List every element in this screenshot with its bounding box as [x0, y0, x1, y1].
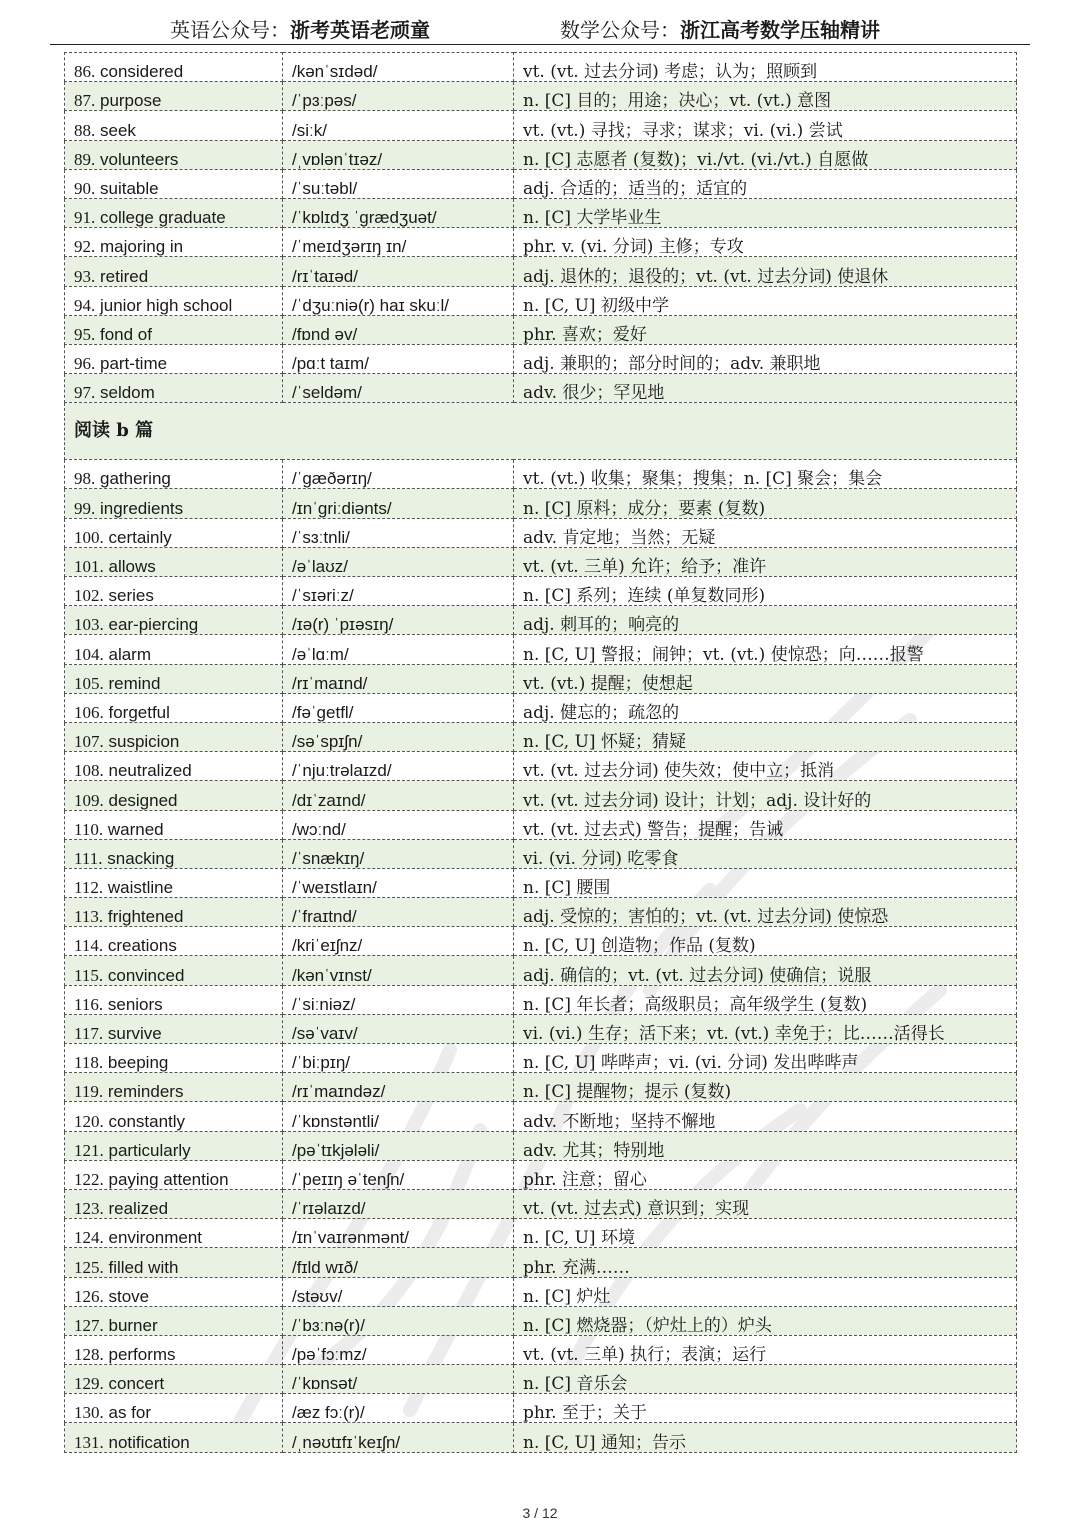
- english-word: constantly: [108, 1111, 186, 1131]
- table-row: [65, 228, 1017, 257]
- entry-number: 95.: [74, 324, 96, 344]
- definition-cell: n. [C, U] 环境: [514, 1219, 1017, 1248]
- definition-cell: n. [C] 系列；连续 (单复数同形): [514, 577, 1017, 606]
- word-cell: [65, 1394, 283, 1423]
- entry-number: 101.: [74, 557, 104, 576]
- word-cell: [65, 781, 283, 810]
- english-word: survive: [107, 1024, 162, 1043]
- entry-number: 131.: [74, 1432, 104, 1452]
- entry-number: 99.: [74, 498, 96, 518]
- table-row: [65, 1306, 1017, 1335]
- definition-cell: adj. 确信的；vt. (vt. 过去分词) 使确信；说服: [514, 956, 1017, 985]
- definition-cell: vi. (vi.) 生存；活下来；vt. (vt.) 幸免于；比……活得长: [514, 1014, 1017, 1043]
- entry-number: 124.: [74, 1228, 104, 1248]
- english-word: certainly: [108, 527, 172, 547]
- word-cell: [65, 810, 283, 839]
- entry-number: 127.: [74, 1315, 104, 1335]
- table-row: [65, 635, 1017, 664]
- table-row: [65, 460, 1017, 489]
- phonetic-cell: /ˈsiːniəz/: [283, 985, 514, 1014]
- definition-cell: vt. (vt. 三单) 允许；给予；准许: [514, 547, 1017, 576]
- english-word: stove: [108, 1286, 150, 1306]
- entry-number: 89.: [74, 149, 96, 169]
- phonetic-cell: /ˌnəʊtɪfɪˈkeɪʃn/: [283, 1423, 514, 1452]
- page-header: [50, 8, 1030, 45]
- entry-number: 120.: [74, 1111, 104, 1131]
- english-word: environment: [108, 1228, 203, 1248]
- entry-number: 115.: [74, 965, 104, 985]
- phonetic-cell: /kənˈvɪnst/: [283, 956, 514, 985]
- word-cell: [65, 1131, 283, 1160]
- table-row: [65, 1365, 1017, 1394]
- definition-cell: n. [C, U] 怀疑；猜疑: [514, 722, 1017, 751]
- word-cell: [65, 577, 283, 606]
- word-cell: [65, 722, 283, 751]
- definition-cell: n. [C] 炉灶: [514, 1277, 1017, 1306]
- english-word: purpose: [99, 91, 162, 111]
- definition-cell: n. [C, U] 初级中学: [514, 286, 1017, 315]
- entry-number: 96.: [74, 354, 96, 374]
- entry-number: 123.: [74, 1199, 104, 1219]
- table-row: [65, 956, 1017, 985]
- table-row: [65, 169, 1017, 198]
- table-row: [65, 1335, 1017, 1364]
- phonetic-cell: /ˌvɒlənˈtɪəz/: [283, 140, 514, 169]
- definition-cell: n. [C, U] 通知；告示: [514, 1423, 1017, 1452]
- phonetic-cell: /rɪˈtaɪəd/: [283, 257, 514, 286]
- definition-cell: vt. (vt. 过去分词) 设计；计划；adj. 设计好的: [514, 781, 1017, 810]
- entry-number: 86.: [74, 62, 96, 82]
- phonetic-cell: /kənˈsɪdəd/: [283, 53, 514, 82]
- page-number: 3 / 12: [522, 1505, 558, 1521]
- phonetic-cell: /səˈspɪʃn/: [283, 722, 514, 751]
- entry-number: 90.: [74, 178, 96, 198]
- word-cell: [65, 198, 283, 227]
- entry-number: 106.: [74, 702, 104, 722]
- entry-number: 126.: [74, 1286, 104, 1306]
- word-cell: [65, 257, 283, 286]
- phonetic-cell: /ˈsɜːtnli/: [283, 518, 514, 547]
- table-row: [65, 1073, 1017, 1102]
- word-cell: [65, 344, 283, 373]
- english-word: frightened: [107, 907, 184, 927]
- word-cell: [65, 460, 283, 489]
- english-word: filled with: [108, 1257, 179, 1277]
- english-word: concert: [108, 1374, 165, 1394]
- entry-number: 113.: [74, 907, 104, 927]
- table-row: [65, 518, 1017, 547]
- phonetic-cell: /ˈsuːtəbl/: [283, 169, 514, 198]
- english-word: beeping: [107, 1053, 169, 1073]
- phonetic-cell: /ɪə(r) ˈpɪəsɪŋ/: [283, 606, 514, 635]
- english-word: realized: [108, 1199, 169, 1219]
- definition-cell: n. [C] 腰围: [514, 868, 1017, 897]
- entry-number: 93.: [74, 266, 96, 286]
- phonetic-cell: /ˈsnækɪŋ/: [283, 839, 514, 868]
- word-cell: [65, 111, 283, 140]
- definition-cell: phr. 喜欢；爱好: [514, 315, 1017, 344]
- phonetic-cell: /səˈvaɪv/: [283, 1014, 514, 1043]
- word-cell: [65, 286, 283, 315]
- english-word: seniors: [107, 994, 163, 1014]
- table-row: [65, 1102, 1017, 1131]
- english-word: majoring in: [99, 237, 184, 257]
- table-row: [65, 374, 1017, 403]
- english-word: seldom: [99, 383, 155, 403]
- phonetic-cell: /ˈkɒnstəntli/: [283, 1102, 514, 1131]
- definition-cell: vt. (vt. 过去分词) 使失效；使中立；抵消: [514, 752, 1017, 781]
- english-word: neutralized: [108, 761, 192, 781]
- english-word: seek: [99, 120, 136, 140]
- word-cell: [65, 489, 283, 518]
- entry-number: 121.: [74, 1140, 104, 1160]
- table-row: [65, 1394, 1017, 1423]
- entry-number: 103.: [74, 615, 104, 635]
- table-row: [65, 985, 1017, 1014]
- phonetic-cell: /fɒnd əv/: [283, 315, 514, 344]
- phonetic-cell: /ˈrɪəlaɪzd/: [283, 1189, 514, 1218]
- table-row: [65, 1219, 1017, 1248]
- math-account: 数学公众号：浙江高考数学压轴精讲: [560, 18, 880, 42]
- phonetic-cell: /kriˈeɪʃnz/: [283, 927, 514, 956]
- definition-cell: phr. 充满……: [514, 1248, 1017, 1277]
- english-word: burner: [108, 1315, 158, 1335]
- entry-number: 108.: [74, 761, 104, 781]
- phonetic-cell: /ˈweɪstlaɪn/: [283, 868, 514, 897]
- definition-cell: adj. 合适的；适当的；适宜的: [514, 169, 1017, 198]
- english-word: gathering: [99, 469, 171, 489]
- phonetic-cell: /ˈɡæðərɪŋ/: [283, 460, 514, 489]
- phonetic-cell: /fəˈɡetfl/: [283, 693, 514, 722]
- word-cell: [65, 1248, 283, 1277]
- phonetic-cell: /ˈdʒuːniə(r) haɪ skuːl/: [283, 286, 514, 315]
- entry-number: 109.: [74, 790, 104, 810]
- english-word: waistline: [107, 878, 174, 898]
- english-word: ingredients: [99, 498, 184, 518]
- word-cell: [65, 752, 283, 781]
- entry-number: 102.: [74, 586, 104, 606]
- definition-cell: n. [C] 音乐会: [514, 1365, 1017, 1394]
- definition-cell: vt. (vt. 过去分词) 考虑；认为；照顾到: [514, 53, 1017, 82]
- english-word: convinced: [107, 965, 185, 985]
- entry-number: 122.: [74, 1169, 104, 1189]
- definition-cell: vt. (vt. 过去式) 意识到；实现: [514, 1189, 1017, 1218]
- word-cell: [65, 1073, 283, 1102]
- english-word: performs: [108, 1345, 176, 1365]
- table-row: [65, 1248, 1017, 1277]
- english-word: forgetful: [108, 702, 170, 722]
- english-word: particularly: [108, 1140, 191, 1160]
- definition-cell: n. [C] 大学毕业生: [514, 198, 1017, 227]
- section-title: 阅读 b 篇: [65, 403, 1017, 460]
- table-row: [65, 810, 1017, 839]
- definition-cell: phr. 注意；留心: [514, 1160, 1017, 1189]
- english-word: creations: [107, 936, 177, 956]
- word-cell: [65, 1219, 283, 1248]
- english-word: considered: [99, 62, 184, 82]
- entry-number: 104.: [74, 644, 104, 664]
- word-cell: [65, 1335, 283, 1364]
- definition-cell: n. [C, U] 创造物；作品 (复数): [514, 927, 1017, 956]
- definition-cell: n. [C] 目的；用途；决心；vt. (vt.) 意图: [514, 82, 1017, 111]
- word-cell: [65, 1365, 283, 1394]
- entry-number: 129.: [74, 1374, 104, 1394]
- english-account: 英语公众号：浙考英语老顽童: [170, 18, 430, 42]
- definition-cell: adv. 不断地；坚持不懈地: [514, 1102, 1017, 1131]
- english-word: retired: [99, 266, 149, 286]
- word-cell: [65, 1423, 283, 1452]
- word-cell: [65, 228, 283, 257]
- phonetic-cell: /æz fɔː(r)/: [283, 1394, 514, 1423]
- entry-number: 119.: [74, 1082, 104, 1102]
- english-word: snacking: [107, 848, 175, 868]
- phonetic-cell: /ˈbɜːnə(r)/: [283, 1306, 514, 1335]
- phonetic-cell: /ˈkɒnsət/: [283, 1365, 514, 1394]
- table-row: [65, 140, 1017, 169]
- word-cell: [65, 839, 283, 868]
- entry-number: 125.: [74, 1257, 104, 1277]
- phonetic-cell: /əˈlɑːm/: [283, 635, 514, 664]
- phonetic-cell: /pəˈtɪkjələli/: [283, 1131, 514, 1160]
- phonetic-cell: /ˈmeɪdʒərɪŋ ɪn/: [283, 228, 514, 257]
- phonetic-cell: /əˈlaʊz/: [283, 547, 514, 576]
- word-cell: [65, 868, 283, 897]
- word-cell: [65, 956, 283, 985]
- english-word: ear-piercing: [108, 615, 199, 635]
- definition-cell: n. [C, U] 警报；闹钟；vt. (vt.) 使惊恐；向……报警: [514, 635, 1017, 664]
- phonetic-cell: /ˈfraɪtnd/: [283, 898, 514, 927]
- definition-cell: phr. v. (vi. 分词) 主修；专攻: [514, 228, 1017, 257]
- phonetic-cell: /fɪld wɪð/: [283, 1248, 514, 1277]
- definition-cell: vt. (vt.) 收集；聚集；搜集；n. [C] 聚会；集会: [514, 460, 1017, 489]
- word-cell: [65, 1160, 283, 1189]
- english-word: alarm: [108, 644, 151, 664]
- word-cell: [65, 927, 283, 956]
- table-row: [65, 82, 1017, 111]
- entry-number: 91.: [74, 208, 96, 228]
- table-row: [65, 315, 1017, 344]
- phonetic-cell: /ˈsɪəriːz/: [283, 577, 514, 606]
- word-cell: [65, 985, 283, 1014]
- word-cell: [65, 169, 283, 198]
- entry-number: 117.: [74, 1024, 104, 1043]
- definition-cell: vt. (vt.) 提醒；使想起: [514, 664, 1017, 693]
- phonetic-cell: /stəʊv/: [283, 1277, 514, 1306]
- phonetic-cell: /ˈseldəm/: [283, 374, 514, 403]
- phonetic-cell: /ˈpeɪɪŋ əˈtenʃn/: [283, 1160, 514, 1189]
- table-row: [65, 606, 1017, 635]
- table-row: [65, 286, 1017, 315]
- entry-number: 107.: [74, 732, 104, 752]
- word-cell: [65, 315, 283, 344]
- english-word: junior high school: [99, 295, 233, 315]
- table-row: [65, 53, 1017, 82]
- table-row: [65, 344, 1017, 373]
- word-cell: [65, 635, 283, 664]
- word-cell: [65, 1102, 283, 1131]
- definition-cell: vt. (vt.) 寻找；寻求；谋求；vi. (vi.) 尝试: [514, 111, 1017, 140]
- word-cell: [65, 1306, 283, 1335]
- definition-cell: n. [C] 年长者；高级职员；高年级学生 (复数): [514, 985, 1017, 1014]
- word-cell: [65, 374, 283, 403]
- english-word: part-time: [99, 354, 168, 374]
- phonetic-cell: /ɪnˈɡriːdiənts/: [283, 489, 514, 518]
- english-word: designed: [108, 790, 178, 810]
- word-cell: [65, 53, 283, 82]
- table-row: [65, 257, 1017, 286]
- phonetic-cell: /ɪnˈvaɪrənmənt/: [283, 1219, 514, 1248]
- word-cell: [65, 82, 283, 111]
- word-cell: [65, 1044, 283, 1073]
- entry-number: 116.: [74, 994, 104, 1014]
- english-word: series: [108, 586, 154, 606]
- phonetic-cell: /wɔːnd/: [283, 810, 514, 839]
- entry-number: 128.: [74, 1345, 104, 1365]
- table-row: [65, 1044, 1017, 1073]
- table-row: [65, 927, 1017, 956]
- definition-cell: adj. 受惊的；害怕的；vt. (vt. 过去分词) 使惊恐: [514, 898, 1017, 927]
- entry-number: 92.: [74, 237, 96, 257]
- entry-number: 110.: [74, 819, 104, 839]
- table-row: [65, 1014, 1017, 1043]
- phonetic-cell: /ˈpɜːpəs/: [283, 82, 514, 111]
- table-row: [65, 111, 1017, 140]
- english-word: paying attention: [108, 1169, 229, 1189]
- entry-number: 87.: [74, 91, 96, 111]
- phonetic-cell: /ˈkɒlɪdʒ ˈɡrædʒuət/: [283, 198, 514, 227]
- definition-cell: adj. 刺耳的；响亮的: [514, 606, 1017, 635]
- section-header-row: [65, 403, 1017, 460]
- definition-cell: vt. (vt. 过去式) 警告；提醒；告诫: [514, 810, 1017, 839]
- definition-cell: n. [C] 原料；成分；要素 (复数): [514, 489, 1017, 518]
- entry-number: 114.: [74, 936, 104, 956]
- word-cell: [65, 1189, 283, 1218]
- definition-cell: adj. 兼职的；部分时间的；adv. 兼职地: [514, 344, 1017, 373]
- definition-cell: adv. 尤其；特别地: [514, 1131, 1017, 1160]
- english-word: suspicion: [108, 732, 180, 752]
- entry-number: 130.: [74, 1403, 104, 1423]
- table-row: [65, 664, 1017, 693]
- entry-number: 97.: [74, 383, 96, 403]
- word-cell: [65, 664, 283, 693]
- entry-number: 94.: [74, 295, 96, 315]
- table-row: [65, 1131, 1017, 1160]
- word-cell: [65, 1014, 283, 1043]
- english-word: as for: [108, 1403, 152, 1423]
- phonetic-cell: /pəˈfɔːmz/: [283, 1335, 514, 1364]
- table-row: [65, 198, 1017, 227]
- word-cell: [65, 898, 283, 927]
- entry-number: 112.: [74, 878, 104, 898]
- table-row: [65, 1277, 1017, 1306]
- phonetic-cell: /siːk/: [283, 111, 514, 140]
- english-word: reminders: [107, 1082, 184, 1102]
- phonetic-cell: /rɪˈmaɪnd/: [283, 664, 514, 693]
- phonetic-cell: /rɪˈmaɪndəz/: [283, 1073, 514, 1102]
- word-cell: [65, 693, 283, 722]
- entry-number: 88.: [74, 120, 96, 140]
- definition-cell: adj. 健忘的；疏忽的: [514, 693, 1017, 722]
- entry-number: 98.: [74, 469, 96, 489]
- word-cell: [65, 547, 283, 576]
- table-row: [65, 693, 1017, 722]
- phonetic-cell: /pɑːt taɪm/: [283, 344, 514, 373]
- phonetic-cell: /ˈnjuːtrəlaɪzd/: [283, 752, 514, 781]
- word-cell: [65, 606, 283, 635]
- english-word: allows: [108, 557, 156, 576]
- table-row: [65, 577, 1017, 606]
- english-word: notification: [108, 1432, 190, 1452]
- definition-cell: n. [C, U] 哔哔声；vi. (vi. 分词) 发出哔哔声: [514, 1044, 1017, 1073]
- definition-cell: phr. 至于；关于: [514, 1394, 1017, 1423]
- english-word: fond of: [99, 324, 152, 344]
- table-row: [65, 489, 1017, 518]
- entry-number: 105.: [74, 673, 104, 693]
- entry-number: 118.: [74, 1053, 104, 1073]
- table-row: [65, 1160, 1017, 1189]
- vocabulary-table: [64, 52, 1017, 1453]
- english-word: college graduate: [99, 208, 226, 228]
- table-row: [65, 1189, 1017, 1218]
- word-cell: [65, 518, 283, 547]
- english-word: remind: [108, 673, 161, 693]
- phonetic-cell: /dɪˈzaɪnd/: [283, 781, 514, 810]
- definition-cell: adv. 很少；罕见地: [514, 374, 1017, 403]
- english-word: warned: [107, 819, 164, 839]
- word-cell: [65, 140, 283, 169]
- table-row: [65, 722, 1017, 751]
- definition-cell: n. [C] 志愿者 (复数)；vi./vt. (vi./vt.) 自愿做: [514, 140, 1017, 169]
- english-word: suitable: [99, 178, 159, 198]
- table-row: [65, 868, 1017, 897]
- table-row: [65, 839, 1017, 868]
- table-row: [65, 898, 1017, 927]
- definition-cell: n. [C] 提醒物；提示 (复数): [514, 1073, 1017, 1102]
- table-row: [65, 781, 1017, 810]
- entry-number: 111.: [74, 848, 103, 868]
- english-word: volunteers: [99, 149, 179, 169]
- table-row: [65, 752, 1017, 781]
- word-cell: [65, 1277, 283, 1306]
- table-row: [65, 547, 1017, 576]
- definition-cell: adj. 退休的；退役的；vt. (vt. 过去分词) 使退休: [514, 257, 1017, 286]
- definition-cell: vi. (vi. 分词) 吃零食: [514, 839, 1017, 868]
- entry-number: 100.: [74, 527, 104, 547]
- phonetic-cell: /ˈbiːpɪŋ/: [283, 1044, 514, 1073]
- definition-cell: n. [C] 燃烧器；（炉灶上的）炉头: [514, 1306, 1017, 1335]
- definition-cell: vt. (vt. 三单) 执行；表演；运行: [514, 1335, 1017, 1364]
- definition-cell: adv. 肯定地；当然；无疑: [514, 518, 1017, 547]
- table-row: [65, 1423, 1017, 1452]
